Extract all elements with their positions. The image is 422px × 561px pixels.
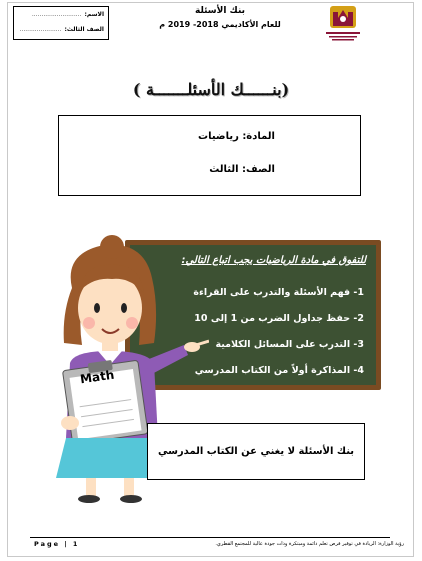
class-row [20,26,104,33]
board-title: للتفوق في مادة الرياضيات يجب اتباع التالي: [181,255,366,266]
board-item-3: 3- التدرب على المسائل الكلامية [215,339,364,350]
student-info-box [13,6,109,40]
subject-box [58,115,361,196]
grade-line: الصف: الثالث [209,164,275,175]
footer-divider [30,537,390,538]
quote-box [147,423,365,480]
header-title-line1: بنك الأسئلة [194,6,245,16]
board-item-4: 4- المذاكرة أولاً من الكتاب المدرسي [194,365,364,376]
name-blank: .......................... [31,11,82,18]
name-row [32,11,104,18]
board-item-2: 2- حفظ جداول الضرب من 1 إلى 10 [194,313,364,324]
board-item-1: 1- فهم الأسئلة والتدرب على القراءة [193,287,364,298]
header-title-line2: للعام الأكاديمي 2018- 2019 م [159,20,281,29]
page-number: Page | 1 [34,540,80,548]
class-label: الصف الثالث: [64,26,104,33]
ministry-vision: رؤية الوزارة: الريادة في توفير فرص تعلم دائمة ومبتكرة وذات جودة عالية للمجتمع القطري. [215,541,404,547]
name-label: الاسم: [84,11,104,18]
class-blank: ...................... [19,26,62,33]
clipboard-text: Math [79,367,116,387]
main-title: (بنــــــك الأسئلـــــــة ) [132,80,290,99]
header-title [140,6,300,29]
quote-text: بنك الأسئلة لا يغني عن الكتاب المدرسي [157,446,355,457]
ministry-logo [320,4,366,44]
subject-line: المادة: رياضيات [198,131,275,142]
